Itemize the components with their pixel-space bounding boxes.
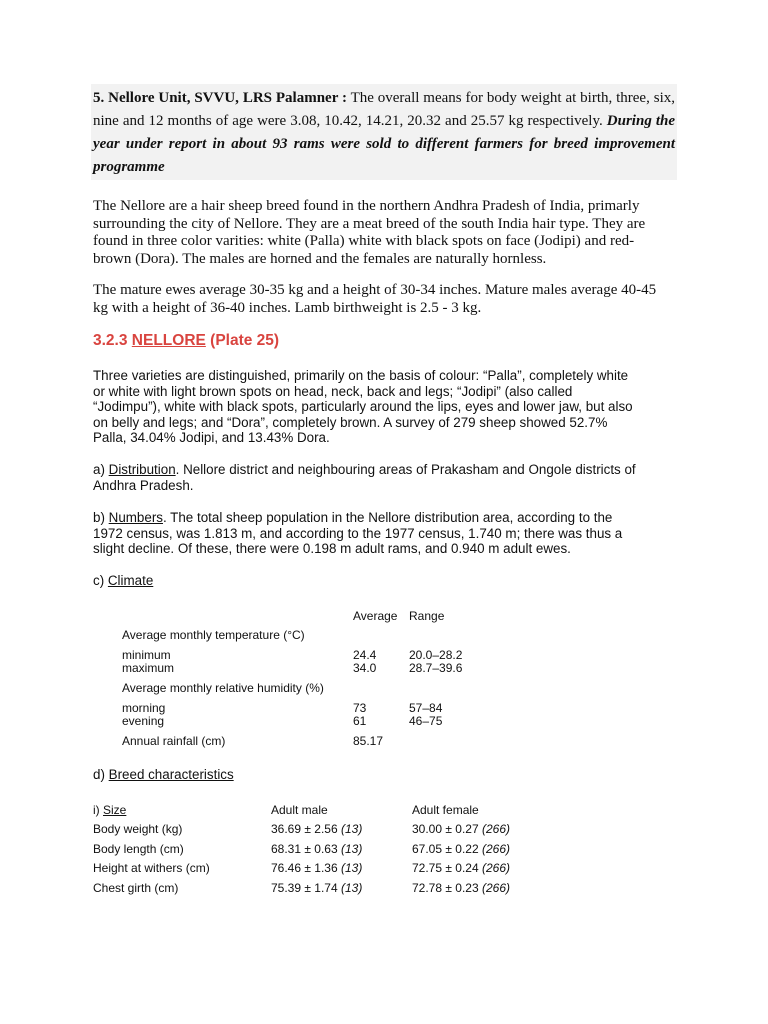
row-female-value: [412, 822, 510, 836]
male-value: 36.69 ± 2.56: [271, 822, 338, 836]
intro-p1-line: surrounding the city of Nellore. They are a meat breed of the south India hair type. They are: [93, 215, 646, 232]
row-label: Body weight (kg): [93, 822, 183, 836]
female-value: 72.75 ± 0.24: [412, 861, 479, 875]
unit-report-box: [91, 84, 677, 180]
hum-morning-label: morning: [122, 701, 166, 715]
varieties-paragraph: [93, 368, 683, 446]
row-female-value: [412, 861, 510, 875]
unit-report-text: [91, 84, 677, 179]
male-n: (13): [340, 822, 363, 836]
section-plate: (Plate 25): [210, 332, 280, 349]
hum-evening-label: evening: [122, 714, 165, 728]
varieties-line: on belly and legs; and “Dora”, completely brown. A survey of 279 sheep showed 52.7%: [93, 414, 608, 430]
varieties-line: or white with light brown spots on head, neck, back and legs; “Jodipi” (also called: [93, 383, 573, 399]
climate-prefix: c): [93, 573, 105, 588]
section-name: NELLORE: [131, 332, 206, 349]
row-female-value: [412, 881, 510, 895]
female-value: 30.00 ± 0.27: [412, 822, 479, 836]
row-label: Chest girth (cm): [93, 881, 179, 895]
climate-heading: [93, 573, 683, 589]
hum-evening-avg: 61: [353, 714, 367, 728]
male-n: (13): [340, 842, 363, 856]
breed-heading: [93, 767, 683, 783]
numbers-text-3: slight decline. Of these, there were 0.198 m adult rams, and 0.940 m adult ewes.: [93, 541, 571, 556]
intro-paragraph-2: [93, 282, 678, 317]
distribution-text-2: Andhra Pradesh.: [93, 477, 194, 493]
hum-morning-avg: 73: [353, 701, 367, 715]
temp-max-range: 28.7–39.6: [409, 661, 463, 675]
intro-p1-line: The Nellore are a hair sheep breed found in the northern Andhra Pradesh of India, primarly: [93, 198, 640, 214]
climate-col-average: Average: [353, 609, 398, 623]
humidity-title: Average monthly relative humidity (%): [122, 681, 324, 695]
intro-paragraph-1: [93, 198, 678, 268]
varieties-line: Palla, 34.04% Jodipi, and 13.43% Dora.: [93, 430, 330, 445]
unit-body-line1: The overall means for body weight at birth, three,: [350, 90, 650, 106]
climate-col-range: Range: [409, 609, 445, 623]
size-heading: [93, 803, 126, 817]
male-n: (13): [340, 861, 363, 875]
row-male-value: [271, 842, 362, 856]
female-n: (266): [481, 861, 510, 875]
intro-p1-line: found in three color varities: white (Palla) white with black spots on face (Jodipi) and red-: [93, 233, 635, 249]
hum-evening-range: 46–75: [409, 714, 443, 728]
row-label: Height at withers (cm): [93, 861, 210, 875]
unit-heading: 5. Nellore Unit, SVVU, LRS Palamner :: [93, 90, 347, 106]
distribution-paragraph: [93, 462, 683, 493]
col-adult-female: Adult female: [412, 803, 479, 817]
temp-max-avg: 34.0: [353, 661, 377, 675]
female-value: 67.05 ± 0.22: [412, 842, 479, 856]
row-female-value: [412, 842, 510, 856]
unit-note-line2: improvement programme: [93, 136, 675, 175]
numbers-paragraph: [93, 510, 683, 557]
male-value: 76.46 ± 1.36: [271, 861, 338, 875]
distribution-label: Distribution: [108, 462, 176, 477]
hum-morning-range: 57–84: [409, 701, 443, 715]
rainfall-avg: 85.17: [353, 734, 384, 748]
varieties-line: “Jodimpu”), white with black spots, particularly around the lips, eyes and lower jaw, but also: [93, 399, 633, 414]
row-male-value: [271, 861, 362, 875]
size-label: Size: [103, 803, 127, 817]
unit-note-line1: During the year under report in about 93 rams were sold to different farmers for breed: [93, 113, 676, 152]
intro-p2-line: The mature ewes average 30-35 kg and a height of 30-34 inches. Mature males average 40-45: [93, 282, 657, 298]
rainfall-label: Annual rainfall (cm): [122, 734, 226, 748]
numbers-text-1: . The total sheep population in the Nellore distribution area, according to the: [162, 510, 613, 525]
numbers-label: Numbers: [108, 510, 163, 525]
temp-min-range: 20.0–28.2: [409, 648, 463, 662]
climate-label: Climate: [107, 573, 154, 588]
breed-label: Breed characteristics: [108, 767, 234, 782]
temp-title: Average monthly temperature (°C): [122, 628, 305, 642]
breed-prefix: d): [93, 767, 105, 782]
male-value: 75.39 ± 1.74: [271, 881, 338, 895]
distribution-text-1: . Nellore district and neighbouring areas of Prakasham and Ongole districts of: [175, 462, 636, 477]
section-title: [93, 332, 279, 350]
female-n: (266): [481, 822, 510, 836]
intro-p1-line: brown (Dora). The males are horned and the females are naturally hornless.: [93, 250, 547, 267]
female-value: 72.78 ± 0.23: [412, 881, 479, 895]
numbers-text-2: 1972 census, was 1.813 m, and according to the 1977 census, 1.740 m; there was thus a: [93, 525, 623, 541]
section-number: 3.2.3: [93, 332, 128, 349]
male-value: 68.31 ± 0.63: [271, 842, 338, 856]
numbers-prefix: b): [93, 510, 105, 525]
temp-max-label: maximum: [122, 661, 175, 675]
row-male-value: [271, 881, 362, 895]
temp-min-label: minimum: [122, 648, 171, 662]
col-adult-male: Adult male: [271, 803, 328, 817]
size-prefix: i): [93, 803, 100, 817]
row-label: Body length (cm): [93, 842, 184, 856]
female-n: (266): [481, 881, 510, 895]
temp-min-avg: 24.4: [353, 648, 377, 662]
unit-body-line2: six, nine and 12 months of age were 3.08, 10.42, 14.21, 20.32 and 25.57 kg respectively.: [93, 90, 676, 129]
male-n: (13): [340, 881, 363, 895]
intro-p2-line: kg with a height of 36-40 inches. Lamb birthweight is 2.5 - 3 kg.: [93, 299, 482, 316]
varieties-line: Three varieties are distinguished, primarily on the basis of colour: “Palla”, completely white: [93, 368, 629, 383]
female-n: (266): [481, 842, 510, 856]
row-male-value: [271, 822, 362, 836]
distribution-prefix: a): [93, 462, 105, 477]
